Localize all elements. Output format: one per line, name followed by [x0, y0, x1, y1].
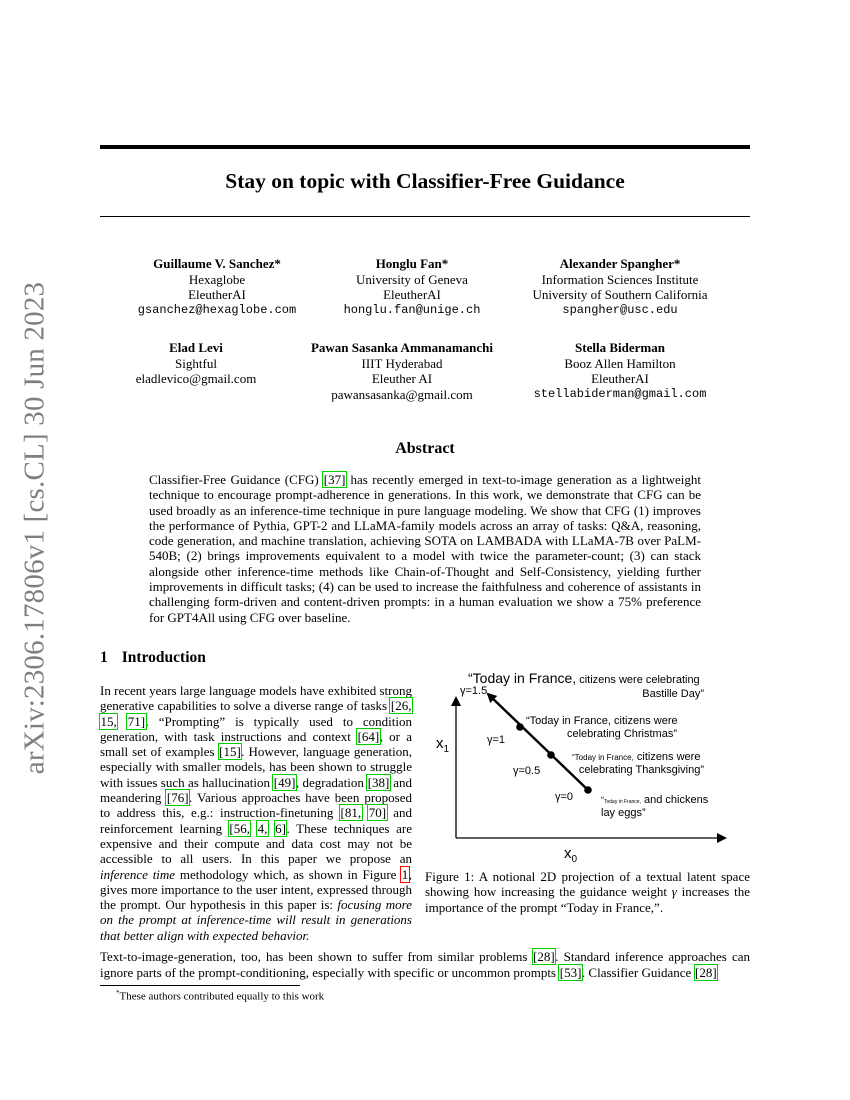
body-text: . These techniques are expensive and their compute and data cost may not be accessible to all users. In this paper we propose an [100, 820, 413, 867]
intro-paragraph [100, 683, 412, 943]
section-heading [100, 649, 206, 667]
title-rule-top [100, 145, 750, 149]
body-text: Text-to-image-generation, too, has been shown to suffer from similar problems [100, 949, 533, 964]
body-text: and reinforcement learning [100, 805, 413, 836]
body-text: . Various approaches have been proposed to address this, e.g.: instruction-finetuning [100, 790, 412, 821]
figure-1-diagram [425, 660, 750, 865]
abstract-body [149, 472, 701, 625]
citation-link[interactable]: [56, [229, 820, 250, 836]
citation-link[interactable]: [15] [219, 744, 241, 760]
annotation-gamma-1: “Today in France, citizens were [526, 715, 678, 727]
author-email: eladlevico@gmail.com [135, 371, 257, 386]
annotation-gamma-0-line2: lay eggs” [601, 807, 646, 819]
citation-link[interactable]: [37] [323, 472, 346, 487]
citation-link[interactable]: [28] [533, 949, 555, 964]
section-title: Introduction [121, 649, 206, 666]
footnote [116, 989, 324, 1003]
footnote-rule [100, 985, 300, 986]
body-text: . “Prompting” is typically used to condition generation, with task instructions and context [100, 713, 413, 744]
abstract-heading: Abstract [395, 440, 455, 457]
footnote-text: These authors contributed equally to this work [119, 990, 325, 1003]
author-affiliation: Booz Allen Hamilton [564, 355, 676, 371]
author-email: pawansasanka@gmail.com [331, 386, 473, 402]
citation-link[interactable]: [26, [390, 698, 412, 714]
author-affiliation: University of Geneva [356, 271, 468, 287]
author-affiliation: Sightful [175, 355, 217, 371]
author-email: honglu.fan@unige.ch [343, 302, 481, 317]
annotation-gamma-1-5-line2: Bastille Day” [642, 688, 704, 700]
author-block-3 [510, 256, 730, 318]
caption-gamma: γ [671, 884, 677, 900]
body-text: . Standard inference approaches can ignore parts of the prompt-conditioning, especially with specific or uncommon prompts [100, 949, 750, 980]
point-gamma-0-5 [547, 751, 555, 759]
author-block-1 [117, 256, 317, 318]
caption-text: Figure 1: A notional 2D projection of a textual latent space showing how increasing the guidance weight [425, 869, 750, 900]
body-text: methodology which, as shown in Figure [175, 866, 402, 882]
continuation-paragraph [100, 949, 750, 980]
body-text: , gives more importance to the user intent, expressed through the prompt. Our hypothesis in this paper is: [100, 866, 412, 913]
author-email: gsanchez@hexaglobe.com [137, 302, 297, 317]
footnote-mark: * [116, 989, 120, 997]
arxiv-id: arXiv:2306.17806v1 [cs.CL] 30 Jun 2023 [18, 281, 51, 774]
citation-link[interactable]: 15, [100, 713, 117, 729]
body-text: . Classifier Guidance [581, 964, 695, 980]
citation-link[interactable]: [81, [340, 805, 362, 821]
author-email: stellabiderman@gmail.com [533, 386, 707, 401]
body-text: . However, language generation, especially with smaller models, has been shown to struggle with issues such as hallucination [100, 744, 412, 790]
citation-link[interactable]: [49] [273, 774, 296, 790]
body-text: , degradation [295, 774, 368, 790]
author-affiliation: University of Southern California [532, 287, 708, 302]
citation-link[interactable]: [53] [559, 964, 582, 980]
citation-link[interactable]: 4, [257, 820, 268, 836]
author-affiliation: IIIT Hyderabad [361, 355, 443, 371]
emphasis-text: inference time [100, 866, 176, 882]
citation-link[interactable]: 71] [127, 713, 146, 729]
author-block-4 [96, 340, 296, 387]
author-name: Alexander Spangher* [559, 256, 681, 271]
author-email: spangher@usc.edu [562, 302, 678, 317]
y-axis-label: $x_1$ [436, 735, 450, 755]
body-text: and meandering [100, 774, 412, 806]
section-number: 1 [100, 649, 108, 666]
body-text: In recent years large language models have exhibited strong generative capabilities to solve a diverse range of tasks [100, 683, 412, 714]
citation-link[interactable]: 6] [275, 820, 286, 836]
citation-link[interactable]: 70] [368, 805, 387, 821]
body-text: , or a small set of examples [100, 728, 412, 760]
author-block-6 [520, 340, 720, 402]
citation-link[interactable]: [38] [367, 774, 390, 790]
gamma-label-1-5: γ=1.5 [460, 685, 488, 697]
citation-link[interactable]: [28] [695, 964, 717, 980]
annotation-gamma-0-5-line2: celebrating Thanksgiving” [578, 764, 704, 776]
author-affiliation: Hexaglobe [188, 271, 246, 287]
author-block-5 [287, 340, 517, 402]
author-affiliation: EleutherAI [383, 287, 441, 302]
annotation-gamma-1-5: “Today in France, citizens were celebrating [468, 670, 700, 686]
gamma-label-0-5: γ=0.5 [513, 765, 541, 777]
author-name: Elad Levi [169, 340, 223, 355]
x-axis-label: $x_0$ [564, 845, 578, 865]
citation-link[interactable]: [76] [166, 790, 189, 806]
point-gamma-1 [516, 723, 524, 731]
gamma-label-0: γ=0 [555, 791, 574, 803]
abstract-text: Classifier-Free Guidance (CFG) [149, 472, 324, 487]
citation-link[interactable]: [64] [357, 728, 380, 744]
author-name: Guillaume V. Sanchez* [153, 256, 281, 271]
emphasis-text: focusing more on the prompt at inference-time will result in generations that better align with expected behavior. [100, 897, 412, 943]
caption-text: increases the importance of the prompt “Today in France,”. [425, 884, 750, 915]
annotation-gamma-1-line2: celebrating Christmas” [566, 728, 677, 740]
author-affiliation: EleutherAI [591, 371, 649, 386]
gamma-label-1: γ=1 [487, 734, 506, 746]
point-gamma-0 [584, 786, 592, 794]
paper-title: Stay on topic with Classifier-Free Guidance [225, 169, 625, 193]
author-name: Stella Biderman [575, 340, 665, 355]
author-affiliation: Eleuther AI [371, 371, 433, 386]
title-rule-bottom [100, 216, 750, 217]
annotation-gamma-0: “Today in France, and chickens [601, 794, 709, 806]
figure-link[interactable]: 1 [401, 866, 409, 882]
arxiv-stamp [18, 281, 52, 774]
annotation-gamma-0-5: “Today in France, citizens were [572, 751, 701, 763]
author-affiliation: EleutherAI [188, 287, 246, 302]
author-block-2 [312, 256, 512, 318]
author-name: Pawan Sasanka Ammanamanchi [310, 340, 494, 355]
author-name: Honglu Fan* [375, 256, 449, 271]
figure-caption [425, 869, 750, 915]
abstract-text: has recently emerged in text-to-image generation as a lightweight technique to encourage prompt-adherence in generations. In this work, we demonstrate that CFG can be used broadly as an inference-time technique in pure language modeling. We show that CFG (1) improves the performance of Pythia, GPT-2 and LLaMA-family models across an array of tasks: Q&A, reasoning, code generation, and machine translation, achieving SOTA on LAMBADA with LLaMA-7B over PaLM-540B; (2) brings improvements equivalent to a model with twice the parameter-count; (3) can stack alongside other inference-time methods like Chain-of-Thought and Self-Consistency, yielding further improvements in difficult tasks; (4) can be used to increase the faithfulness and coherence of assistants in challenging form-driven and content-driven prompts: in a human evaluation we show a 75% preference for GPT4All using CFG over baseline. [149, 472, 701, 625]
author-affiliation: Information Sciences Institute [541, 271, 699, 287]
